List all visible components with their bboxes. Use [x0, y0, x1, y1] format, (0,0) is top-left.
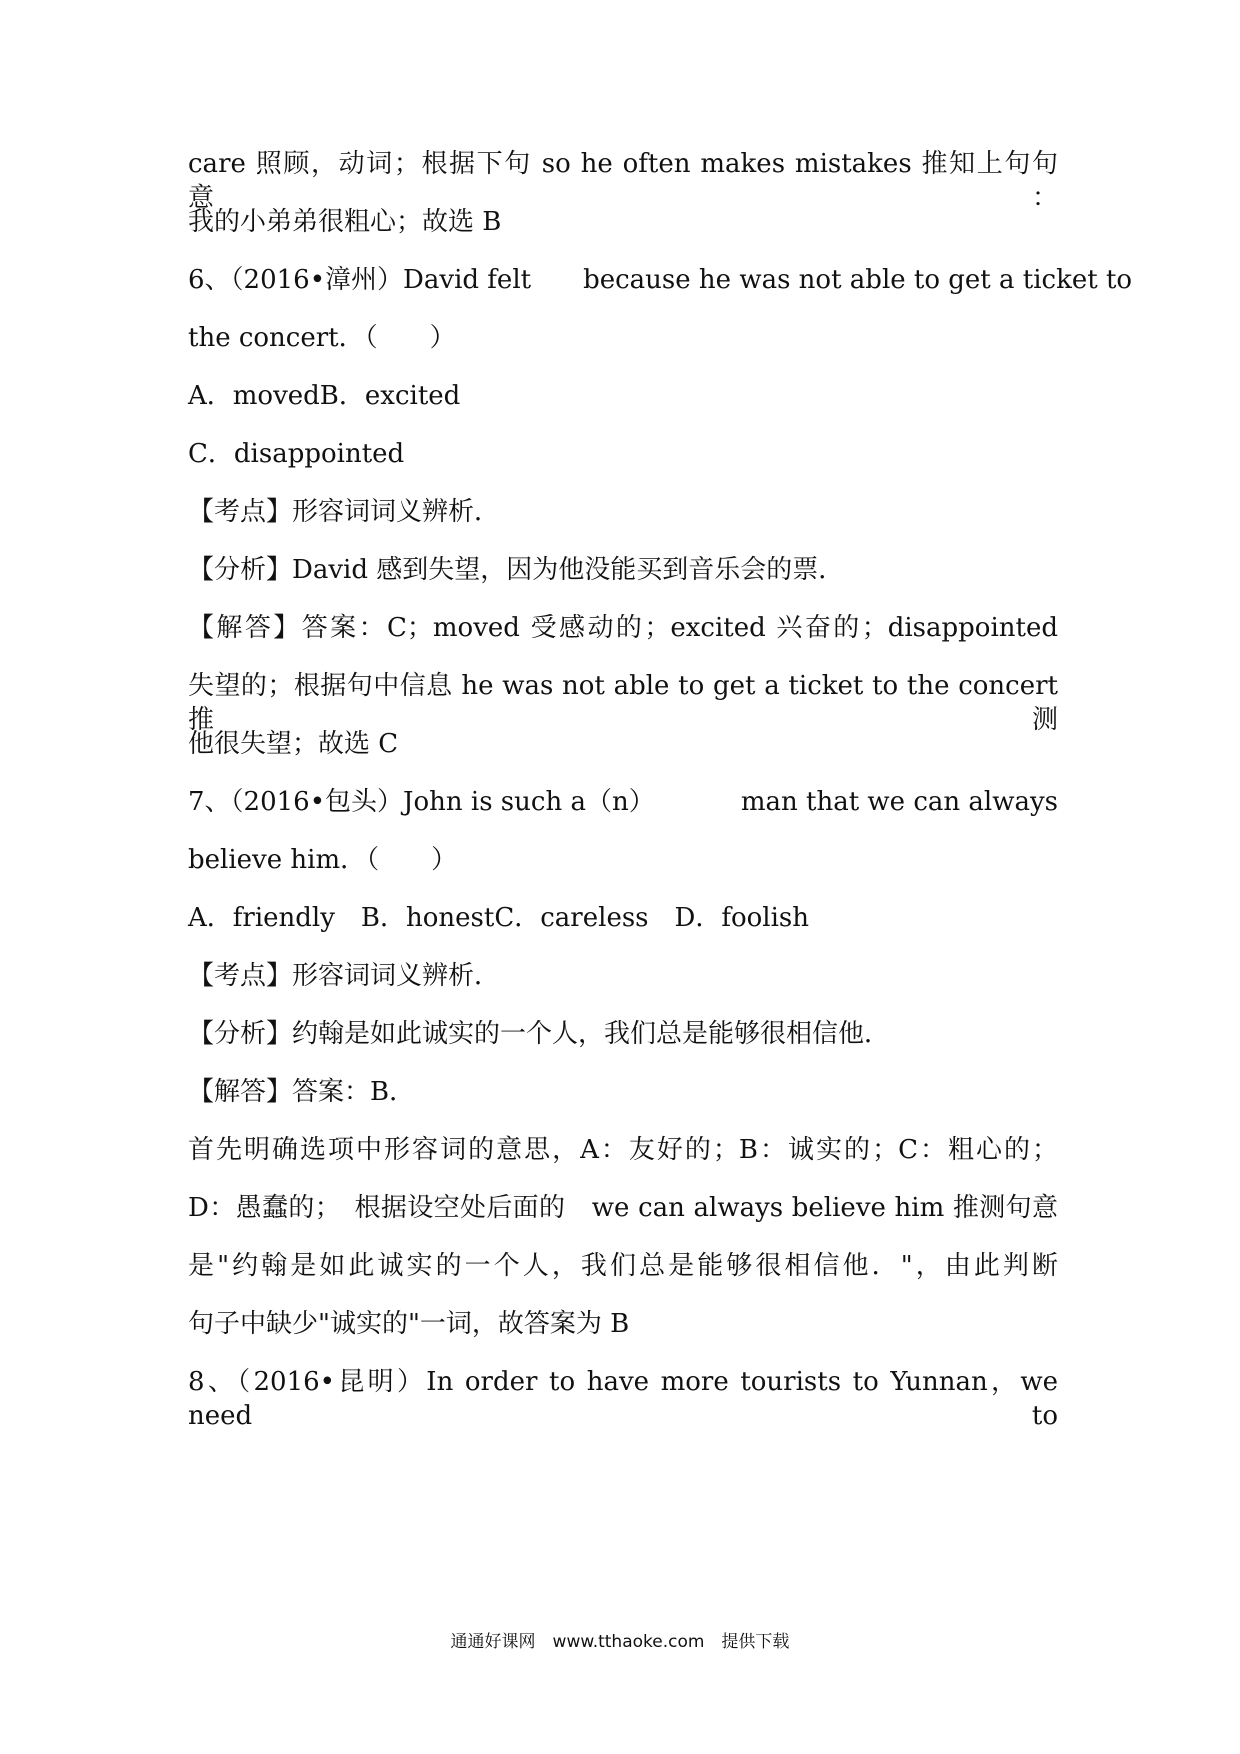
question-7-explanation: 首先明确选项中形容词的意思，A：友好的；B：诚实的；C：粗心的； [188, 1135, 1058, 1165]
question-6-jieda: 【解答】答案：C；moved 受感动的；excited 兴奋的；disappointed [188, 613, 1058, 643]
question-7-stem-cont: believe him．（ ） [188, 845, 458, 875]
text-line: 我的小弟弟很粗心；故选 B [188, 207, 502, 237]
page-footer: 通通好课网 www.tthaoke.com 提供下载 [450, 1632, 790, 1652]
text-line: care 照顾，动词；根据下句 so he often makes mistakes 推知上句句意： [188, 149, 1058, 213]
question-7-options: A．friendly B．honestC．careless D．foolish [188, 903, 810, 933]
question-6-jieda-cont: 失望的；根据句中信息 he was not able to get a ticket to the concert 推测 [188, 671, 1058, 735]
question-7-stem-start: 7、（2016•包头）John is such a（n） [188, 787, 655, 817]
question-6-stem-end: because he was not able to get a ticket to [583, 265, 1133, 295]
question-6-stem [188, 263, 1133, 297]
question-7-stem-end: man that we can always [740, 787, 1058, 817]
question-7-explanation: 句子中缺少"诚实的"一词，故答案为 B [188, 1309, 630, 1339]
question-7-kaodian: 【考点】形容词词义辨析． [188, 961, 501, 991]
question-7-stem [188, 785, 1058, 819]
question-8-stem: 8、（2016•昆明）In order to have more tourists to Yunnan，we need to [188, 1367, 1058, 1431]
question-6-jieda-end: 他很失望；故选 C [188, 729, 399, 759]
question-6-stem-start: 6、（2016•漳州）David felt [188, 265, 532, 295]
question-6-options-ab: A．movedB．excited [188, 381, 461, 411]
question-6-kaodian: 【考点】形容词词义辨析． [188, 497, 501, 527]
question-7-jieda: 【解答】答案：B． [188, 1077, 416, 1107]
question-6-fenxi: 【分析】David 感到失望，因为他没能买到音乐会的票． [188, 555, 845, 585]
question-7-fenxi: 【分析】约翰是如此诚实的一个人，我们总是能够很相信他． [188, 1019, 891, 1049]
question-7-explanation: 是"约翰是如此诚实的一个人，我们总是能够很相信他．"，由此判断 [188, 1251, 1058, 1281]
question-6-option-c: C．disappointed [188, 439, 405, 469]
question-6-stem-cont: the concert．（ ） [188, 323, 456, 353]
question-7-explanation: D：愚蠢的； 根据设空处后面的 we can always believe him 推测句意 [188, 1193, 1058, 1223]
